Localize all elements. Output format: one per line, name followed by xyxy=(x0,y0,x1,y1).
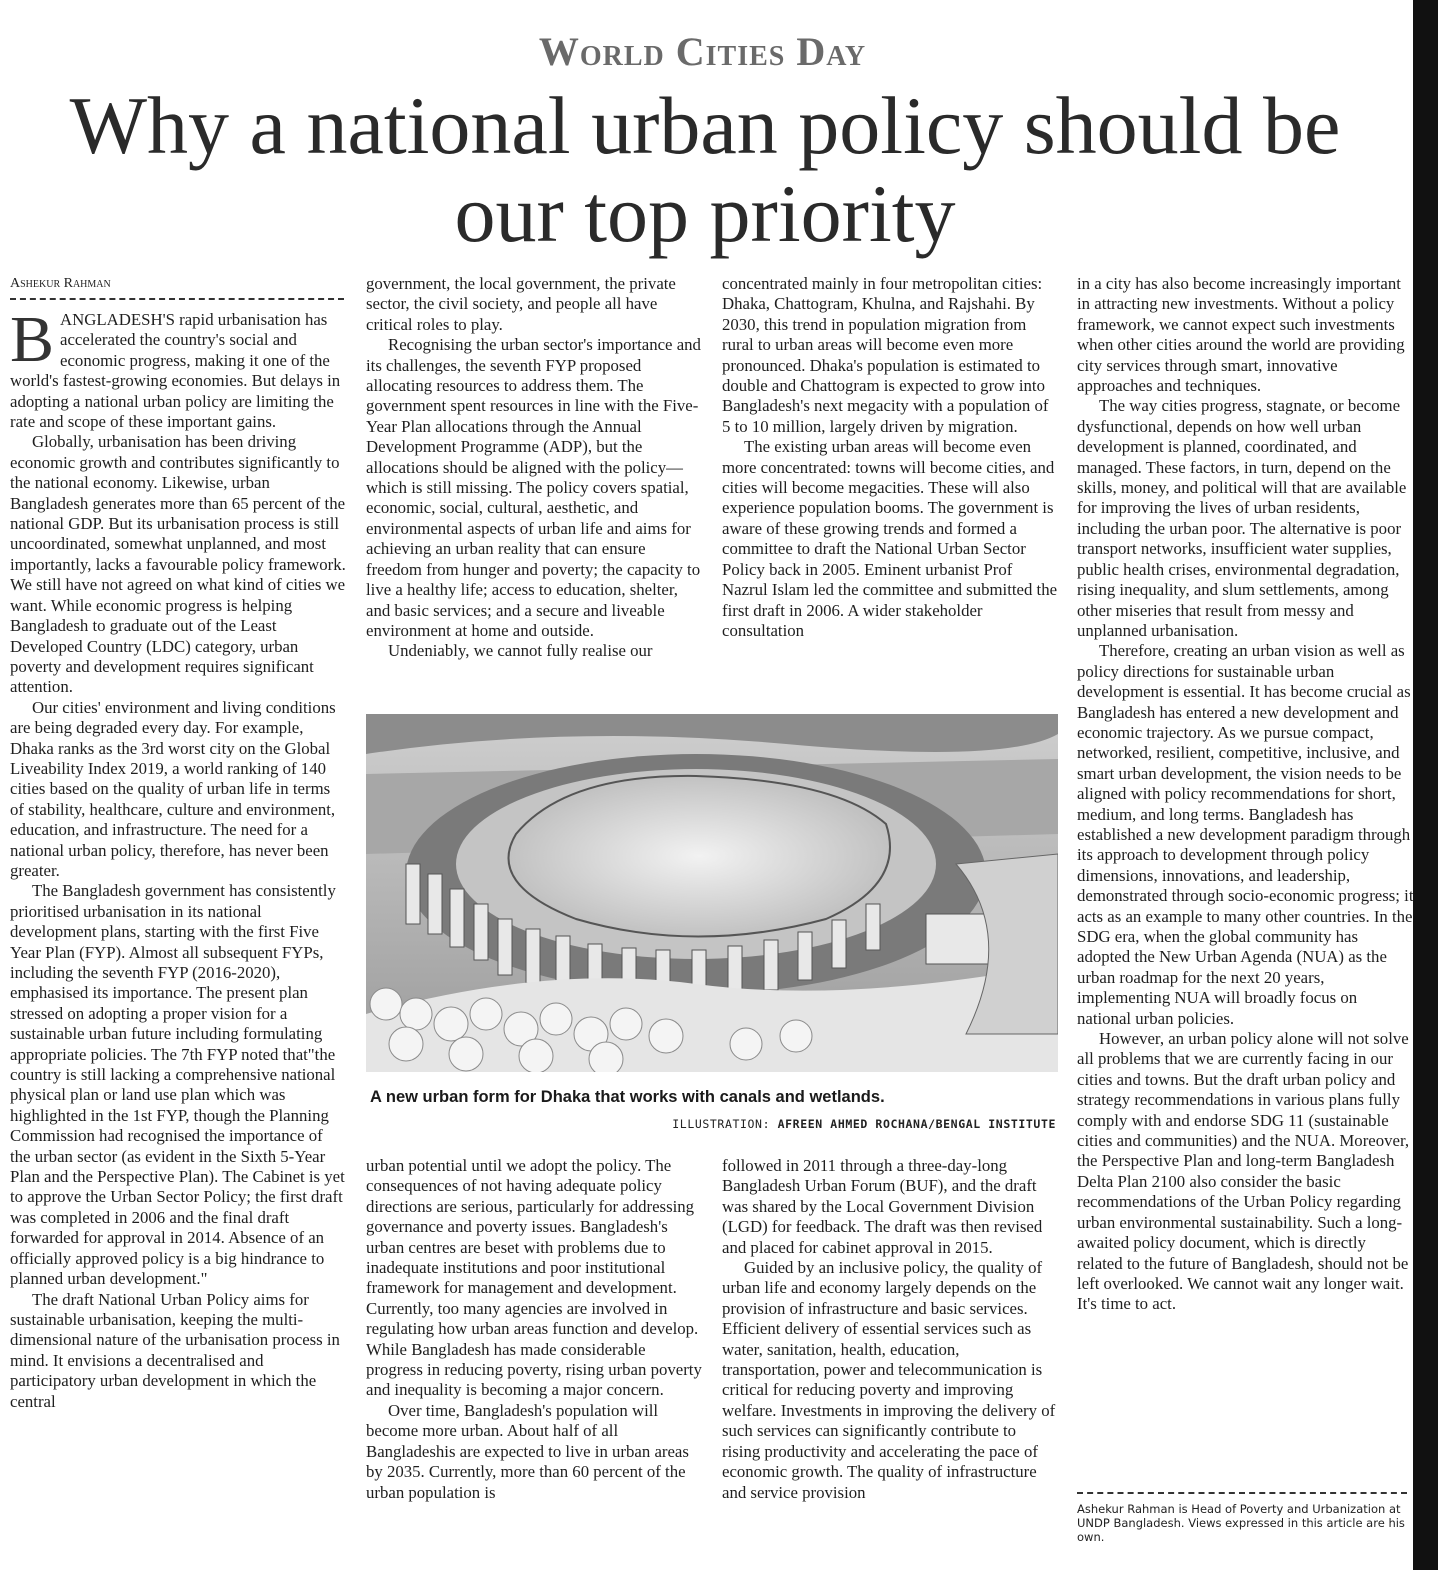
section-kicker: World Cities Day xyxy=(538,29,867,74)
body-paragraph: The draft National Urban Policy aims for sustainable urbanisation, keeping the multi-dimensional nature of the urbanisation process in mind. It envisions a decentralised and participatory urban development in which the central xyxy=(10,1289,340,1411)
body-paragraph: However, an urban policy alone will not solve all problems that we are currently facing in our cities and towns. But the draft urban policy and strategy recommendations in various plans fully comply with and endorse SDG 11 (sustainable cities and communities) and the NUA. Moreover, the Perspective Plan and long-term Bangladesh Delta Plan 2100 also consider the basic recommendations of the Urban Policy regarding urban environmental sustainability. Such a long-awaited policy document, which is directly related to the future of Bangladesh, should not be left overlooked. We cannot wait any longer wait. It's time to act. xyxy=(1077,1029,1410,1314)
credit-label: ILLUSTRATION: xyxy=(672,1117,771,1131)
lead-paragraph xyxy=(10,310,346,432)
body-paragraph: Recognising the urban sector's importance and its challenges, the seventh FYP proposed allocating resources to address them. The government spent resources in line with the Five-Year Plan allocations through the Annual Development Programme (ADP), but the allocations should be aligned with the policy—which is still missing. The policy covers spatial, economic, social, cultural, aesthetic, and environmental aspects of urban life and aims for achieving an urban reality that can ensure freedom from hunger and poverty; the capacity to live a healthy life; access to education, shelter, and basic services; and a secure and liveable environment at home and outside. xyxy=(366,335,701,640)
article-column-4 xyxy=(1077,274,1415,1484)
article-column-3-bottom xyxy=(722,1156,1058,1556)
credit-name: AFREEN AHMED ROCHANA/BENGAL INSTITUTE xyxy=(777,1117,1056,1131)
article-column-1 xyxy=(10,310,346,1550)
body-paragraph: The way cities progress, stagnate, or become dysfunctional, depends on how well urban development is planned, coordinated, and managed. These factors, in turn, depend on the skills, money, and political will that are available for improving the lives of urban residents, including the urban poor. The alternative is poor transport networks, insufficient water supplies, public health crises, environmental degradation, rising inequality, and slum settlements, among other miseries that result from messy and unplanned urbanisation. xyxy=(1077,396,1407,640)
body-paragraph: government, the local government, the private sector, the civil society, and people all have critical roles to play. xyxy=(366,274,676,334)
body-paragraph: The existing urban areas will become even more concentrated: towns will become cities, and cities will become megacities. These will also experience population booms. The government is aware of these growing trends and formed a committee to draft the National Urban Sector Policy back in 2005. Eminent urbanist Prof Nazrul Islam led the committee and submitted the first draft in 2006. A wider stakeholder consultation xyxy=(722,437,1058,640)
footnote-divider xyxy=(1077,1492,1407,1494)
body-paragraph: Globally, urbanisation has been driving economic growth and contributes significantly to the national economy. Likewise, urban Bangladesh generates more than 65 percent of the national GDP. But its urbanisation process is still uncoordinated, somewhat unplanned, and most importantly, lacks a favourable policy framework. We still have not agreed on what kind of cities we want. While economic progress is helping Bangladesh to graduate out of the Least Developed Country (LDC) category, urban poverty and development requires significant attention. xyxy=(10,432,346,697)
author-footnote: Ashekur Rahman is Head of Poverty and Urbanization at UNDP Bangladesh. Views expressed in this article are his own. xyxy=(1077,1502,1405,1544)
article-headline: Why a national urban policy should be our top priority xyxy=(69,80,1341,259)
article-column-2-bottom xyxy=(366,1156,702,1556)
body-paragraph: followed in 2011 through a three-day-long Bangladesh Urban Forum (BUF), and the draft was shared by the Local Government Division (LGD) for feedback. The draft was then revised and placed for cabinet approval in 2015. xyxy=(722,1156,1043,1257)
urban-illustration-drawing xyxy=(366,714,1058,1072)
body-paragraph: Therefore, creating an urban vision as well as policy directions for sustainable urban development is essential. It has become crucial as Bangladesh has entered a new development and economic trajectory. As we pursue compact, networked, resilient, competitive, inclusive, and smart urban development, the vision needs to be aligned with policy recommendations for short, medium, and long terms. Bangladesh has established a new development paradigm through its approach to development through policy dimensions, innovations, and leadership, demonstrated through socio-economic progress; it acts as an example to many other countries. In the SDG era, when the global community has adopted the New Urban Agenda (NUA) as the urban roadmap for the next 20 years, implementing NUA will broadly focus on national urban policies. xyxy=(1077,641,1414,1028)
figure-caption: A new urban form for Dhaka that works with canals and wetlands. xyxy=(370,1088,885,1106)
body-paragraph: Undeniably, we cannot fully realise our xyxy=(388,641,653,661)
body-paragraph: Over time, Bangladesh's population will become more urban. About half of all Bangladeshis are expected to live in urban areas by 2035. Currently, more than 60 percent of the urban population is xyxy=(366,1400,689,1502)
body-paragraph: urban potential until we adopt the policy. The consequences of not having adequate policy directions are serious, particularly for addressing governance and poverty issues. Bangladesh's urban centres are beset with problems due to inadequate institutions and poor institutional framework for management and development. Currently, too many agencies are involved in regulating how urban areas function and develop. While Bangladesh has made considerable progress in reducing poverty, rising urban poverty and inequality is becoming a major concern. xyxy=(366,1156,702,1400)
article-column-2-top xyxy=(366,274,702,704)
body-paragraph: Guided by an inclusive policy, the quality of urban life and economy largely depends on the provision of infrastructure and basic services. Efficient delivery of essential services such as water, sanitation, health, education, transportation, power and telecommunication is critical for reducing poverty and improving welfare. Investments in improving the delivery of such services can significantly contribute to rising productivity and accelerating the pace of economic growth. The quality of infrastructure and service provision xyxy=(722,1258,1056,1502)
body-paragraph: The Bangladesh government has consistently prioritised urbanisation in its national development plans, starting with the first Five Year Plan (FYP). Almost all subsequent FYPs, including the seventh FYP (2016-2020), emphasised its importance. The present plan stressed on adopting a proper vision for a sustainable urban future including formulating appropriate policies. The 7th FYP noted that"the country is still lacking a comprehensive national physical plan or land use plan which was highlighted in the 1st FYP, though the Planning Commission had recognised the importance of the urban sector (as evident in the Sixth 5-Year Plan and the Perspective Plan). The Cabinet is yet to approve the Urban Sector Policy; the first draft was completed in 2006 and the final draft forwarded for approval in 2014. Absence of an officially approved policy is a big hindrance to planned urban development." xyxy=(10,881,345,1289)
body-paragraph: Our cities' environment and living conditions are being degraded every day. For example, Dhaka ranks as the 3rd worst city on the Global Liveability Index 2019, a world ranking of 140 cities based on the quality of urban life in terms of stability, healthcare, culture and environment, education, and infrastructure. The need for a national urban policy, therefore, has never been greater. xyxy=(10,697,336,880)
article-column-3-top xyxy=(722,274,1058,704)
author-byline: Ashekur Rahman xyxy=(10,276,344,300)
page-edge-bar xyxy=(1413,0,1438,1570)
figure-credit xyxy=(366,1117,1056,1131)
drop-cap: B xyxy=(10,310,55,376)
urban-illustration xyxy=(366,714,1058,1072)
body-paragraph: concentrated mainly in four metropolitan cities: Dhaka, Chattogram, Khulna, and Rajshahi. By 2030, this trend in population migration from rural to urban areas will become even more pronounced. Dhaka's population is estimated to double and Chattogram is expected to grow into Bangladesh's next megacity with a population of 5 to 10 million, largely driven by migration. xyxy=(722,274,1049,436)
body-paragraph: in a city has also become increasingly important in attracting new investments. Without a policy framework, we cannot expect such investments when other cities around the world are providing city services through smart, innovative approaches and techniques. xyxy=(1077,274,1405,396)
lead-text: ANGLADESH'S rapid urbanisation has accelerated the country's social and economic progress, making it one of the world's fastest-growing economies. But delays in adopting a national urban policy are limiting the rate and scope of these important gains. xyxy=(10,310,341,432)
